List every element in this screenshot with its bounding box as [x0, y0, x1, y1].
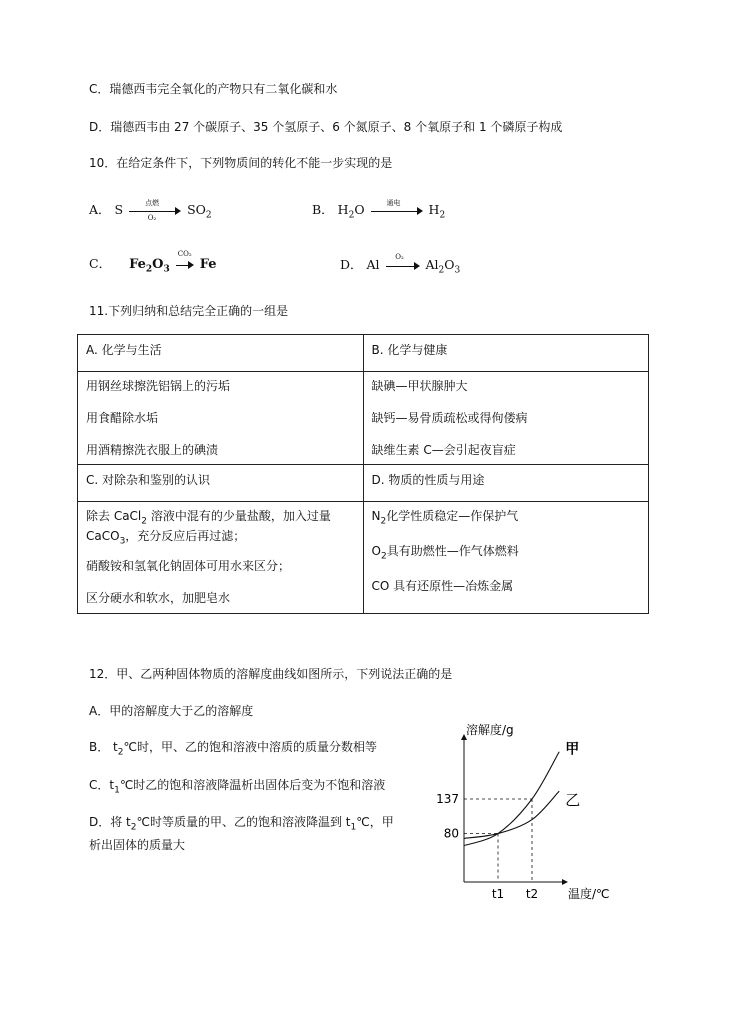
solubility-chart — [430, 712, 630, 907]
q10-option-c — [89, 249, 217, 275]
q10-d-from: Al — [366, 257, 380, 272]
cell-a-items — [78, 372, 364, 465]
cell-b-items — [363, 372, 649, 465]
q10-b-from-tail: O — [354, 202, 365, 217]
q10-d-label: D． — [340, 257, 363, 272]
q10-c-label: C． — [89, 256, 112, 271]
series-label: 乙 — [565, 791, 581, 810]
list-item: $N_2$化学性质稳定—作保护气 — [371, 509, 519, 527]
x-axis-label: 温度/℃ — [568, 887, 610, 901]
y-axis-label: 溶解度/g — [466, 723, 514, 737]
y-tick-label: 80 — [443, 826, 459, 841]
q12-option-b: B． $t_2℃$时，甲、乙的饱和溶液中溶质的质量分数相等 — [89, 740, 377, 758]
q10-option-b — [312, 200, 445, 221]
reaction-arrow — [386, 252, 420, 273]
cell-c-items — [78, 502, 364, 614]
q10-option-a — [89, 200, 212, 221]
subscript: 2 — [348, 210, 355, 221]
q11-stem: 11.下列归纳和总结完全正确的一组是 — [89, 304, 289, 318]
option-c-prev: C．瑞德西韦完全氧化的产物只有二氧化碳和水 — [89, 82, 338, 96]
list-item: 缺维生素 C—会引起夜盲症 — [371, 442, 516, 457]
q10-a-from: S — [114, 202, 124, 217]
subscript: 2 — [439, 210, 446, 221]
list-item: 缺钙—易骨质疏松或得佝偻病 — [371, 410, 528, 425]
q12-option-d: D．将 $t_2℃$时等质量的甲、乙的饱和溶液降温到 $t_1℃$，甲 — [89, 815, 394, 833]
q10-c-from: $Fe_2O_3$ — [129, 257, 170, 275]
cell-a-title: A. 化学与生活 — [78, 335, 364, 372]
q10-a-to: SO — [187, 202, 206, 217]
cell-b-title: B. 化学与健康 — [363, 335, 649, 372]
cell-d-items — [363, 502, 649, 614]
cell-c-title: C. 对除杂和鉴别的认识 — [78, 465, 364, 502]
y-tick-label: 137 — [436, 792, 459, 806]
q12-option-c: C．$t_1℃$时乙的饱和溶液降温析出固体后变为不饱和溶液 — [89, 778, 386, 796]
list-item: 缺碘—甲状腺肿大 — [371, 379, 468, 393]
arrow-condition-top: 通电 — [386, 198, 401, 207]
cell-d-title: D. 物质的性质与用途 — [363, 465, 649, 502]
q12-option-d-cont: 析出固体的质量大 — [89, 838, 186, 852]
q10-b-from: H — [337, 202, 349, 217]
series-label: 甲 — [565, 741, 580, 758]
reaction-arrow — [371, 198, 423, 218]
list-item: 用食醋除水垢 — [86, 410, 159, 425]
q10-d-to: $Al_2O_3$ — [425, 257, 461, 276]
reaction-arrow — [176, 249, 194, 272]
q12-option-a: A．甲的溶解度大于乙的溶解度 — [89, 704, 254, 718]
q10-b-to: H — [428, 202, 440, 217]
arrow-condition-top: 点燃 — [145, 198, 160, 207]
list-item: 除去 CaCl$_2$ 溶液中混有的少量盐酸，加入过量 CaCO$_3$，充分反应后再过滤； — [86, 509, 331, 547]
arrow-condition-top: CO₂ — [177, 249, 192, 258]
list-item: 用钢丝球擦洗铝锅上的污垢 — [86, 379, 231, 393]
list-item: 硝酸铵和氢氧化钠固体可用水来区分； — [86, 559, 291, 574]
arrow-condition-top: O₂ — [395, 252, 404, 261]
q10-a-label: A． — [89, 202, 111, 217]
arrow-condition-bottom: O₂ — [147, 213, 157, 222]
q11-table — [77, 334, 649, 614]
q12-stem: 12．甲、乙两种固体物质的溶解度曲线如图所示，下列说法正确的是 — [89, 667, 453, 681]
q10-stem: 10．在给定条件下，下列物质间的转化不能一步实现的是 — [89, 156, 393, 170]
list-item: 用酒精擦洗衣服上的碘渍 — [86, 442, 219, 457]
option-d-prev: D．瑞德西韦由 27 个碳原子、35 个氢原子、6 个氮原子、8 个氧原子和 1 个磷原子构成 — [89, 120, 563, 134]
x-tick-label: t1 — [491, 887, 505, 901]
q10-option-d — [340, 252, 461, 276]
q10-b-label: B． — [312, 202, 334, 217]
series-curve-yi — [464, 791, 559, 838]
reaction-arrow — [129, 198, 181, 222]
list-item: CO 具有还原性—冶炼金属 — [371, 579, 514, 594]
x-tick-label: t2 — [525, 887, 539, 901]
q10-c-to: Fe — [199, 257, 217, 272]
list-item: 区分硬水和软水，加肥皂水 — [86, 591, 231, 606]
list-item: $O_2$具有助燃性—作气体燃料 — [371, 544, 519, 562]
subscript: 2 — [205, 210, 212, 221]
